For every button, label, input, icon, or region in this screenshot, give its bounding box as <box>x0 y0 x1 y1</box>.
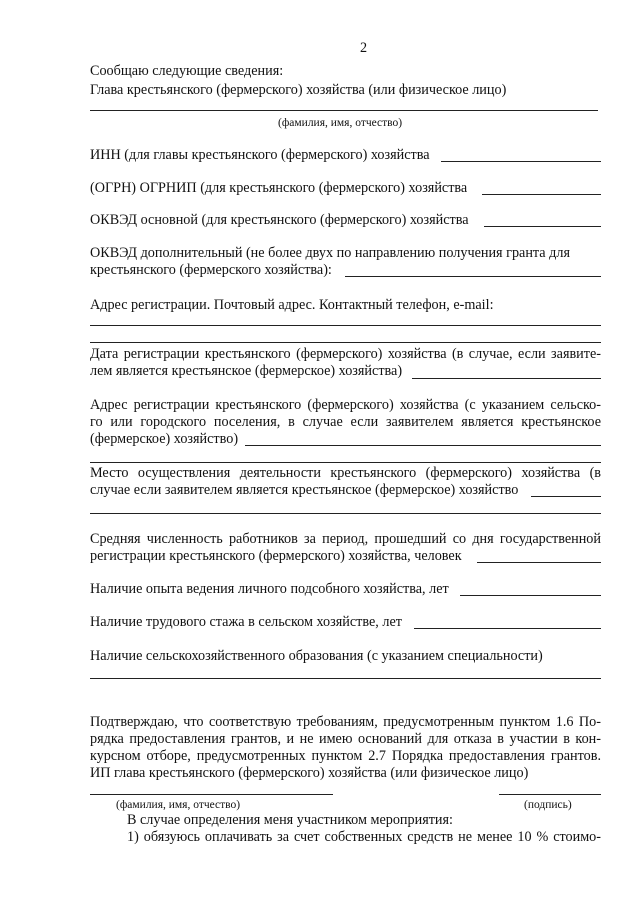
reg-addr-label-1: Адрес регистрации крестьянского (фермерского) хозяйства (с указанием сельско- <box>90 397 601 413</box>
okved-add-label-1: ОКВЭД дополнительный (не более двух по направлению получения гранта для <box>90 245 570 261</box>
confirm-line-4: ИП глава крестьянского (фермерского) хозяйства (или физическое лицо) <box>90 765 529 781</box>
ogrn-field[interactable] <box>482 194 601 195</box>
place-field-1[interactable] <box>531 496 601 497</box>
page-number: 2 <box>360 40 368 56</box>
work-field[interactable] <box>414 628 601 629</box>
address-label: Адрес регистрации. Почтовый адрес. Контактный телефон, e-mail: <box>90 297 494 313</box>
signature-sign-field[interactable] <box>499 794 601 795</box>
reg-addr-label-3: (фермерское) хозяйство) <box>90 431 239 447</box>
experience-field[interactable] <box>460 595 601 596</box>
place-label-2: случае если заявителем является крестьянское (фермерское) хозяйство <box>90 482 519 498</box>
ogrn-label: (ОГРН) ОГРНИП (для крестьянского (фермерского) хозяйства <box>90 180 468 196</box>
staff-label-2: регистрации крестьянского (фермерского) хозяйства, человек <box>90 548 462 564</box>
education-field[interactable] <box>90 678 601 679</box>
education-label: Наличие сельскохозяйственного образования (с указанием специальности) <box>90 648 543 664</box>
reg-addr-label-2: го или городского поселения, в случае если заявителем является крестьянское <box>90 414 601 430</box>
experience-label: Наличие опыта ведения личного подсобного хозяйства, лет <box>90 581 449 597</box>
okved-add-label-2: крестьянского (фермерского хозяйства): <box>90 262 332 278</box>
inn-field[interactable] <box>441 161 601 162</box>
obligations-line-1: В случае определения меня участником мероприятия: <box>127 812 453 828</box>
okved-main-label: ОКВЭД основной (для крестьянского (фермерского) хозяйства <box>90 212 469 228</box>
staff-field[interactable] <box>477 562 601 563</box>
address-field-2[interactable] <box>90 342 601 343</box>
okved-main-field[interactable] <box>484 226 601 227</box>
staff-label-1: Средняя численность работников за период, прошедший со дня государственной <box>90 531 601 547</box>
okved-add-field[interactable] <box>345 276 601 277</box>
reg-date-field[interactable] <box>412 378 601 379</box>
reg-date-label-2: лем является крестьянское (фермерское) хозяйства) <box>90 363 403 379</box>
confirm-line-1: Подтверждаю, что соответствую требованиям, предусмотренным пунктом 1.6 По- <box>90 714 601 730</box>
reg-addr-field-1[interactable] <box>245 445 601 446</box>
fio-caption: (фамилия, имя, отчество) <box>278 117 403 129</box>
inn-label: ИНН (для главы крестьянского (фермерского) хозяйства <box>90 147 430 163</box>
place-label-1: Место осуществления деятельности крестьянского (фермерского) хозяйства (в <box>90 465 601 481</box>
obligations-line-2: 1) обязуюсь оплачивать за счет собственных средств не менее 10 % стоимо- <box>127 829 601 845</box>
signature-fio-field[interactable] <box>90 794 333 795</box>
address-field-1[interactable] <box>90 325 601 326</box>
intro-text: Сообщаю следующие сведения: <box>90 63 284 79</box>
head-line: Глава крестьянского (фермерского) хозяйства (или физическое лицо) <box>90 82 507 98</box>
reg-date-label-1: Дата регистрации крестьянского (фермерского) хозяйства (в случае, если заявите- <box>90 346 601 362</box>
confirm-line-3: курсном отборе, предусмотренных пунктом 2.7 Порядка предоставления грантов. <box>90 748 601 764</box>
signature-sign-caption: (подпись) <box>524 799 572 811</box>
work-label: Наличие трудового стажа в сельском хозяйстве, лет <box>90 614 402 630</box>
confirm-line-2: рядка предоставления грантов, и не имею оснований для отказа в участии в кон- <box>90 731 601 747</box>
signature-fio-caption: (фамилия, имя, отчество) <box>116 799 241 811</box>
place-field-2[interactable] <box>90 513 601 514</box>
fio-field[interactable] <box>90 110 598 111</box>
reg-addr-field-2[interactable] <box>90 462 601 463</box>
